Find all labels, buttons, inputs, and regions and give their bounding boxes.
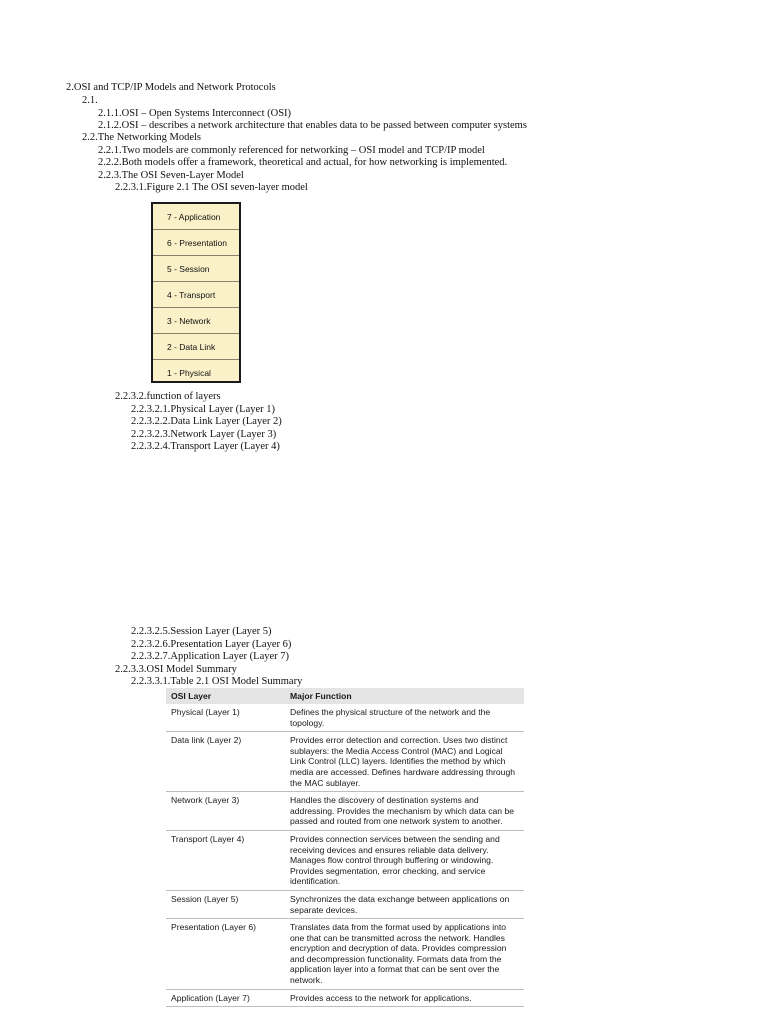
outline-item-2-1-1: 2.1.1.OSI – Open Systems Interconnect (OSI) xyxy=(98,108,292,119)
layer-name-cell: Physical (Layer 1) xyxy=(166,704,285,732)
outline-item-2-2-2: 2.2.2.Both models offer a framework, theoretical and actual, for how networking is implemented. xyxy=(98,157,508,168)
layer-name-cell: Session (Layer 5) xyxy=(166,890,285,918)
outline-item-2-2: 2.2.The Networking Models xyxy=(82,132,201,143)
outline-item-2-2-3-2-4: 2.2.3.2.4.Transport Layer (Layer 4) xyxy=(131,441,280,452)
layer-name-cell: Presentation (Layer 6) xyxy=(166,919,285,990)
outline-item-2-2-3-3: 2.2.3.3.OSI Model Summary xyxy=(115,664,237,675)
major-function-cell: Translates data from the format used by applications into one that can be transmitted across the network. Handles encryption and decryption of data. Provides compression and decompression functionality. Formats data from the application layer into a format that can be sent over the network. xyxy=(285,919,524,990)
osi-model-summary-table xyxy=(166,688,524,1007)
outline-item-2-2-3-2: 2.2.3.2.function of layers xyxy=(115,391,221,402)
column-header-osi-layer: OSI Layer xyxy=(166,688,285,704)
outline-item-2-2-3: 2.2.3.The OSI Seven-Layer Model xyxy=(98,170,244,181)
table-row xyxy=(166,792,524,831)
major-function-cell: Defines the physical structure of the network and the topology. xyxy=(285,704,524,732)
layer-name-cell: Transport (Layer 4) xyxy=(166,830,285,890)
osi-layer-7: 7 - Application xyxy=(153,204,239,230)
major-function-cell: Handles the discovery of destination systems and addressing. Provides the mechanism by which data can be passed and routed from one network system to another. xyxy=(285,792,524,831)
outline-item-2-1-2: 2.1.2.OSI – describes a network architecture that enables data to be passed between computer systems xyxy=(98,120,527,131)
outline-item-2-1: 2.1. xyxy=(82,95,98,106)
table-row xyxy=(166,919,524,990)
column-header-major-function: Major Function xyxy=(285,688,524,704)
table-header-row xyxy=(166,688,524,704)
layer-name-cell: Network (Layer 3) xyxy=(166,792,285,831)
major-function-cell: Provides error detection and correction. Uses two distinct sublayers: the Media Access Control (MAC) and Logical Link Control (LLC) layers. Identifies the method by which media are accessed. Defines hardware addressing through the MAC sublayer. xyxy=(285,732,524,792)
table-row xyxy=(166,830,524,890)
osi-layer-3: 3 - Network xyxy=(153,308,239,334)
outline-item-2-2-3-2-2: 2.2.3.2.2.Data Link Layer (Layer 2) xyxy=(131,416,282,427)
major-function-cell: Provides connection services between the sending and receiving devices and ensures reliable data delivery. Manages flow control through buffering or windowing. Provides segmentation, error checking, and service identification. xyxy=(285,830,524,890)
outline-item-2-2-3-2-6: 2.2.3.2.6.Presentation Layer (Layer 6) xyxy=(131,639,292,650)
outline-item-2-2-3-1: 2.2.3.1.Figure 2.1 The OSI seven-layer model xyxy=(115,182,308,193)
major-function-cell: Provides access to the network for applications. xyxy=(285,989,524,1007)
table-row xyxy=(166,890,524,918)
outline-item-2-2-3-2-5: 2.2.3.2.5.Session Layer (Layer 5) xyxy=(131,626,272,637)
layer-name-cell: Application (Layer 7) xyxy=(166,989,285,1007)
outline-item-2-2-3-2-3: 2.2.3.2.3.Network Layer (Layer 3) xyxy=(131,429,277,440)
table-row xyxy=(166,732,524,792)
layer-name-cell: Data link (Layer 2) xyxy=(166,732,285,792)
osi-layer-5: 5 - Session xyxy=(153,256,239,282)
outline-heading-2: 2.OSI and TCP/IP Models and Network Protocols xyxy=(66,82,276,93)
outline-item-2-2-3-3-1: 2.2.3.3.1.Table 2.1 OSI Model Summary xyxy=(131,676,303,687)
table-row xyxy=(166,989,524,1007)
outline-item-2-2-3-2-7: 2.2.3.2.7.Application Layer (Layer 7) xyxy=(131,651,290,662)
osi-layer-2: 2 - Data Link xyxy=(153,334,239,360)
outline-item-2-2-3-2-1: 2.2.3.2.1.Physical Layer (Layer 1) xyxy=(131,404,276,415)
osi-layer-4: 4 - Transport xyxy=(153,282,239,308)
osi-seven-layer-figure xyxy=(151,202,241,383)
major-function-cell: Synchronizes the data exchange between applications on separate devices. xyxy=(285,890,524,918)
table-row xyxy=(166,704,524,732)
osi-layer-1: 1 - Physical xyxy=(167,368,211,378)
osi-layer-6: 6 - Presentation xyxy=(153,230,239,256)
outline-item-2-2-1: 2.2.1.Two models are commonly referenced for networking – OSI model and TCP/IP model xyxy=(98,145,485,156)
